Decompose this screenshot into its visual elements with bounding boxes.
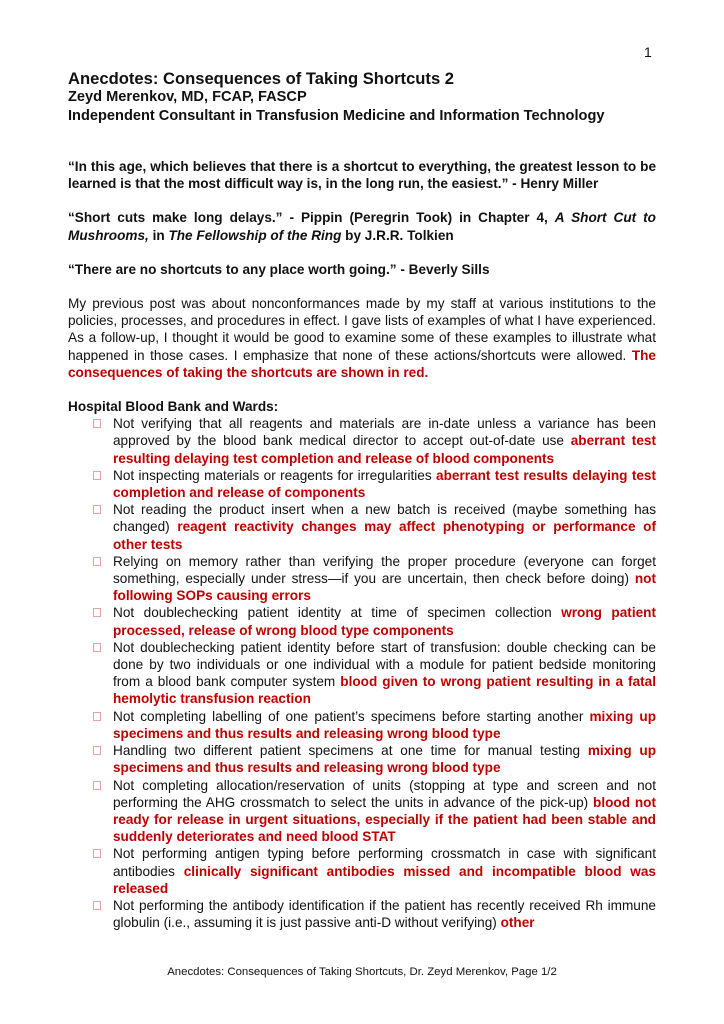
item-consequence: aberrant test results delaying test completion and release of components [113,467,656,501]
list-item [68,501,656,553]
item-consequence: clinically significant antibodies missed and incompatible blood was released [113,863,656,896]
item-consequence: blood not ready for release in urgent situations, especially if the patient had been stable and suddenly deteriorates and need blood STAT [113,794,656,845]
intro-red-note: The consequences of taking the shortcuts are shown in red. [68,347,656,380]
list-item [68,845,656,897]
item-consequence: other [500,915,535,931]
document-body [68,69,656,931]
checkbox-bullet-icon [93,505,101,514]
quote-beverly-sills: “There are no shortcuts to any place worth going.” - Beverly Sills [68,261,490,277]
shortcut-list [68,415,656,931]
item-text: Not doublechecking patient identity before start of transfusion: double checking can be done by two individuals or one individual with a module for patient bedside monitoring from a blood bank computer system [113,639,656,690]
document-title: Anecdotes: Consequences of Taking Shortcuts 2 [68,69,455,88]
intro-text: My previous post was about nonconformances made by my staff at various institutions to the policies, processes, and procedures in effect. I gave lists of examples of what I have experienced. As a follow-up, I thought it would be good to examine some of these examples to illustrate what happened in those cases. I emphasize that none of these actions/shortcuts were allowed. [68,296,656,363]
item-consequence: blood given to wrong patient resulting in a fatal hemolytic transfusion reaction [113,674,656,707]
checkbox-bullet-icon [93,608,101,617]
item-consequence: wrong patient processed, release of wrong blood type components [113,605,656,638]
item-consequence: mixing up specimens and thus results and releasing wrong blood type [113,708,656,741]
item-consequence: mixing up specimens and thus results and releasing wrong blood type [113,743,657,776]
list-item [68,415,656,467]
item-consequence: reagent reactivity changes may affect phenotyping or performance of other tests [113,519,656,552]
page-number: 1 [644,44,652,60]
quote-henry-miller: “In this age, which believes that there is a shortcut to everything, the greatest lesson to be learned is that the most difficult way is, in the long run, the easiest.” - Henry Miller [68,159,656,192]
affiliation-line: Independent Consultant in Transfusion Medicine and Information Technology [68,107,605,124]
checkbox-bullet-icon [93,746,101,755]
checkbox-bullet-icon [93,557,101,566]
list-item [68,604,656,638]
quote-text: in [148,227,169,243]
author-line: Zeyd Merenkov, MD, FCAP, FASCP [68,89,307,105]
section-heading: Hospital Blood Bank and Wards: [68,399,279,415]
checkbox-bullet-icon [93,643,101,652]
intro-paragraph [68,295,656,381]
list-item [68,639,656,708]
list-item [68,897,656,931]
item-text: Handling two different patient specimens at one time for manual testing [113,743,588,759]
book-title: The Fellowship of the Ring [168,227,342,243]
item-text: Not inspecting materials or reagents for irregularities [113,467,437,483]
list-item [68,777,656,846]
quote-text: by J.R.R. Tolkien [341,227,454,243]
checkbox-bullet-icon [93,419,101,428]
list-item [68,742,656,776]
item-consequence: not following SOPs causing errors [113,571,656,604]
book-chapter-title: A Short Cut to Mushrooms, [68,210,656,243]
item-consequence: aberrant test resulting delaying test completion and release of blood components [113,433,656,466]
item-text: Not performing antigen typing before performing crossmatch in case with significant antibodies [113,846,656,879]
checkbox-bullet-icon [93,712,101,721]
item-text: Not reading the product insert when a new batch is received (maybe something has changed) [113,502,656,535]
checkbox-bullet-icon [93,901,101,910]
item-text: Not completing labelling of one patient’s specimens before starting another [113,708,590,724]
checkbox-bullet-icon [93,471,101,480]
item-text: Not doublechecking patient identity at time of specimen collection [113,605,562,621]
list-item [68,553,656,605]
page-footer: Anecdotes: Consequences of Taking Shortcuts, Dr. Zeyd Merenkov, Page 1/2 [167,966,557,978]
quote-tolkien [68,209,656,243]
item-text: Not verifying that all reagents and materials are in-date unless a variance has been approved by the blood bank medical director to accept out-of-date use [113,416,656,449]
list-item [68,467,656,501]
item-text: Not performing the antibody identification if the patient has recently received Rh immune globulin (i.e., assuming it is just passive anti-D without verifying) [113,897,656,931]
item-text: Not completing allocation/reservation of units (stopping at type and screen and not performing the AHG crossmatch to select the units in advance of the pick-up) [113,777,656,810]
checkbox-bullet-icon [93,781,101,790]
checkbox-bullet-icon [93,849,101,858]
quote-text: “Short cuts make long delays.” - Pippin (Peregrin Took) in Chapter 4, [68,210,555,226]
list-item [68,708,656,742]
item-text: Relying on memory rather than verifying the proper procedure (everyone can forget something, especially under stress—if you are uncertain, then check before doing) [113,553,656,587]
